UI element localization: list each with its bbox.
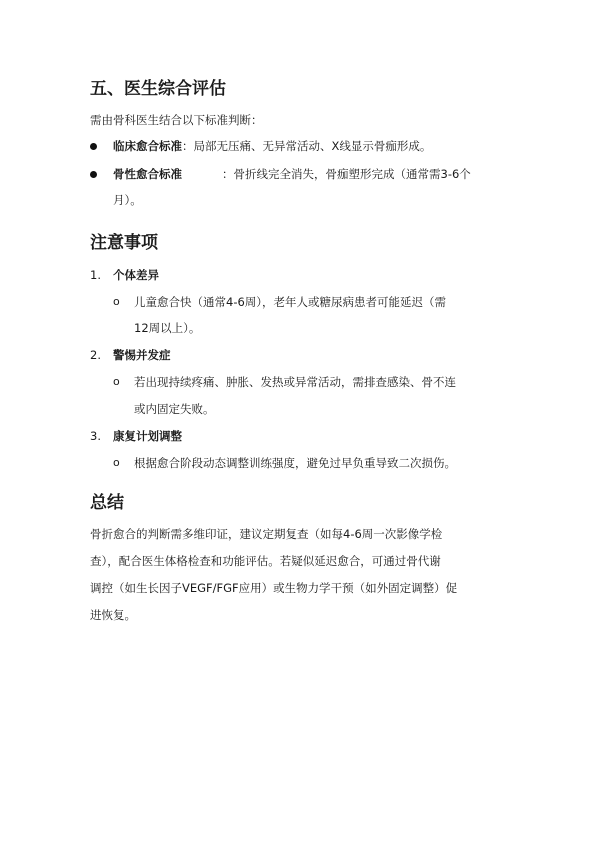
item-label: 警惕并发症 (113, 348, 171, 362)
section-heading-notes: 注意事项 (90, 233, 158, 253)
numbered-item-individual (90, 267, 159, 283)
sub-item-text: 根据愈合阶段动态调整训练强度，避免过早负重导致二次损伤。 (134, 456, 456, 470)
bullet-text: ：局部无压痛、无异常活动、X线显示骨痂形成。 (182, 139, 432, 153)
sub-item-text: 儿童愈合快（通常4-6周），老年人或糖尿病患者可能延迟（需 (134, 295, 447, 309)
summary-line: 骨折愈合的判断需多维印证，建议定期复查（如每4-6周一次影像学检 (90, 527, 443, 541)
section-heading-summary: 总结 (90, 493, 124, 513)
bullet-label: 骨性愈合标准 (113, 167, 182, 181)
sub-item-text: 若出现持续疼痛、肿胀、发热或异常活动，需排查感染、骨不连 (134, 375, 456, 389)
sub-bullet-icon: o (113, 456, 120, 469)
item-number: 3. (90, 429, 101, 443)
bullet-text-continued: 月）。 (113, 193, 142, 207)
item-label: 康复计划调整 (113, 429, 182, 443)
bullet-icon (90, 143, 97, 150)
sub-bullet-icon: o (113, 375, 120, 388)
summary-line: 进恢复。 (90, 608, 136, 622)
bullet-label: 临床愈合标准 (113, 139, 182, 153)
summary-line: 查），配合医生体格检查和功能评估。若疑似延迟愈合，可通过骨代谢 (90, 554, 441, 568)
sub-bullet-icon: o (113, 295, 120, 308)
section-intro: 需由骨科医生结合以下标准判断： (90, 113, 263, 127)
item-number: 2. (90, 348, 101, 362)
item-label: 个体差异 (113, 268, 159, 282)
sub-item-text-continued: 12周以上）。 (134, 321, 201, 335)
summary-line: 调控（如生长因子VEGF/FGF应用）或生物力学干预（如外固定调整）促 (90, 581, 458, 595)
section-heading-doctor-assessment: 五、医生综合评估 (90, 79, 226, 99)
item-number: 1. (90, 268, 101, 282)
bullet-text: ：骨折线完全消失，骨痂塑形完成（通常需3-6个 (222, 167, 471, 181)
numbered-item-rehab (90, 428, 182, 444)
bullet-icon (90, 171, 97, 178)
numbered-item-complications (90, 347, 171, 363)
bullet-item-bony (113, 166, 471, 182)
bullet-item-clinical (113, 138, 431, 154)
sub-item-text-continued: 或内固定失败。 (134, 402, 215, 416)
